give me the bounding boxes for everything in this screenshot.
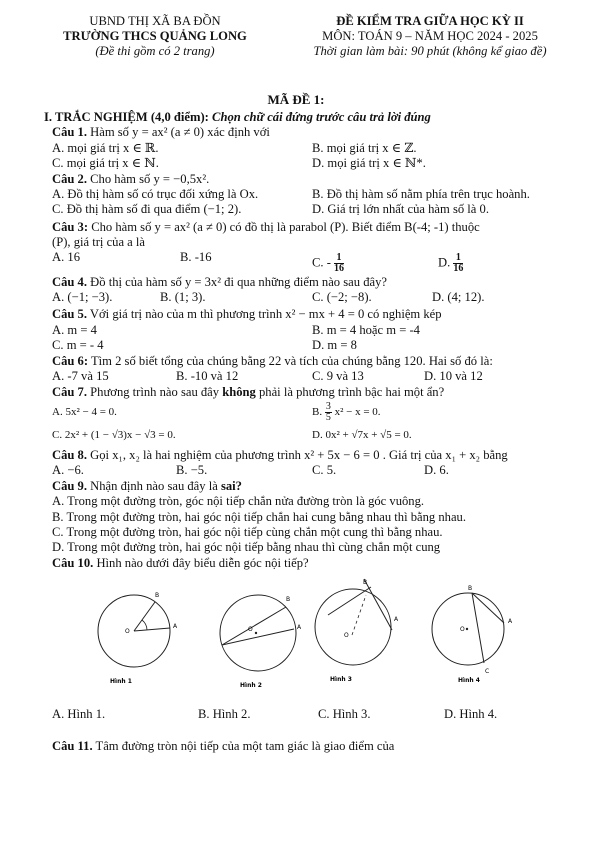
q6-option-b: B. -10 và 12 bbox=[176, 369, 239, 384]
q1-option-d: D. mọi giá trị x ∈ ℕ*. bbox=[312, 156, 426, 171]
question-2 bbox=[52, 172, 572, 187]
q1-option-c: C. mọi giá trị x ∈ ℕ. bbox=[52, 156, 159, 171]
q4-option-c: C. (−2; −8). bbox=[312, 290, 372, 305]
question-7 bbox=[52, 385, 572, 400]
q10-option-c: C. Hình 3. bbox=[318, 707, 371, 722]
q10-label: Câu 10. bbox=[52, 555, 94, 570]
q5-option-c: C. m = - 4 bbox=[52, 338, 104, 353]
section-heading bbox=[44, 110, 572, 125]
figure-3 bbox=[308, 575, 408, 689]
question-3 bbox=[52, 220, 572, 235]
fig2-caption: Hình 2 bbox=[240, 682, 262, 690]
q10-option-d: D. Hình 4. bbox=[444, 707, 498, 722]
fig2-label-o: O bbox=[248, 626, 253, 634]
q3-c-numerator: 1 bbox=[334, 253, 344, 264]
q3-label: Câu 3: bbox=[52, 219, 89, 234]
q9-label: Câu 9. bbox=[52, 478, 87, 493]
subject-line: MÔN: TOÁN 9 – NĂM HỌC 2024 - 2025 bbox=[322, 29, 538, 43]
q6-text: Tìm 2 số biết tổng của chúng bằng 22 và tích của chúng bằng 120. Hai số đó là: bbox=[90, 353, 493, 368]
q7-b-denominator: 5 bbox=[325, 412, 331, 424]
q7-text-pre: Phương trình nào sau đây bbox=[90, 384, 220, 399]
q6-option-a: A. -7 và 15 bbox=[52, 369, 109, 384]
fig1-radius-b bbox=[134, 602, 155, 631]
time-note: Thời gian làm bài: 90 phút (không kể giao đề) bbox=[313, 44, 547, 58]
q9-text-bold: sai? bbox=[220, 478, 242, 493]
q6-option-c: C. 9 và 13 bbox=[312, 369, 364, 384]
q8-option-d: D. 6. bbox=[424, 463, 449, 478]
q7-text-post: phải là phương trình bậc hai một ẩn? bbox=[259, 384, 445, 399]
fig2-label-b: B bbox=[286, 596, 291, 604]
fig4-caption: Hình 4 bbox=[458, 677, 480, 685]
exam-code: MÃ ĐỀ 1: bbox=[267, 92, 325, 107]
question-11 bbox=[52, 739, 572, 754]
q8-option-c: C. 5. bbox=[312, 463, 337, 478]
fig4-chord-bc bbox=[472, 593, 484, 663]
fig4-center-dot bbox=[466, 628, 468, 630]
fig1-label-b: B bbox=[155, 592, 160, 600]
fig3-label-a: A bbox=[394, 616, 399, 624]
q9-text-pre: Nhận định nào sau đây là bbox=[90, 478, 218, 493]
q4-label: Câu 4. bbox=[52, 274, 87, 289]
fig3-caption: Hình 3 bbox=[330, 676, 352, 684]
q11-text: Tâm đường tròn nội tiếp của một tam giác là giao điểm của bbox=[95, 738, 395, 753]
header-right bbox=[280, 14, 580, 59]
q3-c-denominator: 16 bbox=[334, 263, 345, 275]
q3-option-d bbox=[438, 241, 463, 274]
q3-d-numerator: 1 bbox=[453, 253, 463, 264]
q7-option-b-suffix: x² − x = 0. bbox=[334, 406, 381, 419]
q8-label: Câu 8. bbox=[52, 447, 87, 462]
q9-option-a: A. Trong một đường tròn, góc nội tiếp chắn nửa đường tròn là góc vuông. bbox=[52, 494, 425, 509]
question-6 bbox=[52, 354, 572, 369]
q3-option-c bbox=[312, 241, 438, 274]
fig3-dashed-line bbox=[352, 595, 366, 635]
question-4 bbox=[52, 275, 572, 290]
fig2-chord-b bbox=[222, 607, 286, 645]
q11-label: Câu 11. bbox=[52, 738, 93, 753]
q3-option-a: A. 16 bbox=[52, 249, 80, 264]
fig2-circle bbox=[220, 595, 296, 671]
q2-option-c: C. Đồ thị hàm số đi qua điểm (−1; 2). bbox=[52, 202, 242, 217]
q2-option-d: D. Giá trị lớn nhất của hàm số là 0. bbox=[312, 202, 489, 217]
q4-text: Đồ thị của hàm số y = 3x² đi qua những điểm nào sau đây? bbox=[90, 274, 387, 289]
q2-text: Cho hàm số y = −0,5x². bbox=[90, 171, 210, 186]
q2-option-b: B. Đồ thị hàm số nằm phía trên trục hoành. bbox=[312, 187, 530, 202]
q7-option-b bbox=[312, 402, 381, 423]
fig1-label-a: A bbox=[173, 623, 178, 631]
q10-option-a: A. Hình 1. bbox=[52, 707, 106, 722]
exam-body bbox=[44, 110, 572, 754]
fig4-label-b: B bbox=[468, 585, 473, 593]
q8-text: Gọi x₁, x₂ là hai nghiệm của phương trình x² + 5x − 6 = 0 . Giá trị của x₁ + x₂ bằng bbox=[90, 447, 508, 462]
q9-option-d: D. Trong một đường tròn, hai góc nội tiếp bằng nhau thì cùng chắn một cung bbox=[52, 540, 441, 555]
figure-4 bbox=[428, 581, 538, 689]
district-name: UBND THỊ XÃ BA ĐỒN bbox=[89, 14, 221, 28]
school-name: TRƯỜNG THCS QUẢNG LONG bbox=[63, 29, 247, 43]
question-1 bbox=[52, 125, 572, 140]
section-instruction: Chọn chữ cái đứng trước câu trả lời đúng bbox=[212, 110, 431, 124]
fig1-caption: Hình 1 bbox=[110, 678, 132, 686]
section-title: I. TRẮC NGHIỆM (4,0 điểm): bbox=[44, 110, 209, 124]
q2-label: Câu 2. bbox=[52, 171, 87, 186]
q5-label: Câu 5. bbox=[52, 307, 87, 322]
q7-option-b-prefix: B. bbox=[312, 406, 323, 419]
q3-option-d-prefix: D. bbox=[438, 255, 451, 270]
q7-b-numerator: 3 bbox=[325, 401, 331, 413]
q10-option-b: B. Hình 2. bbox=[198, 707, 251, 722]
question-5 bbox=[52, 307, 572, 322]
fig4-label-a: A bbox=[508, 618, 513, 626]
q10-figures bbox=[52, 575, 572, 705]
q4-option-d: D. (4; 12). bbox=[432, 290, 485, 305]
question-10 bbox=[52, 556, 572, 571]
page-count-note: (Đề thi gồm có 2 trang) bbox=[95, 44, 215, 58]
fig3-chord bbox=[328, 587, 371, 615]
fig3-label-o: O bbox=[344, 632, 349, 640]
q9-option-c: C. Trong một đường tròn, hai góc nội tiếp cùng chắn một cung thì bằng nhau. bbox=[52, 524, 443, 539]
fig4-label-o: O bbox=[460, 626, 465, 634]
q2-option-a: A. Đồ thị hàm số có trục đối xứng là Ox. bbox=[52, 187, 259, 202]
q6-option-d: D. 10 và 12 bbox=[424, 369, 483, 384]
exam-title: ĐỀ KIỂM TRA GIỮA HỌC KỲ II bbox=[336, 14, 524, 28]
q1-option-b: B. mọi giá trị x ∈ ℤ. bbox=[312, 140, 417, 155]
fig3-tangent-line bbox=[364, 579, 392, 630]
header-left bbox=[30, 14, 280, 59]
q8-option-a: A. −6. bbox=[52, 463, 84, 478]
q7-text-bold: không bbox=[222, 384, 256, 399]
q6-label: Câu 6: bbox=[52, 353, 89, 368]
fig3-label-b: B bbox=[363, 579, 368, 587]
q10-text: Hình nào dưới đây biểu diễn góc nội tiếp? bbox=[96, 555, 309, 570]
figure-1 bbox=[90, 581, 188, 691]
fig1-radius-a bbox=[134, 628, 170, 631]
q1-option-a: A. mọi giá trị x ∈ ℝ. bbox=[52, 140, 159, 155]
fig1-label-o: O bbox=[125, 628, 130, 636]
q1-text: Hàm số y = ax² (a ≠ 0) xác định với bbox=[90, 125, 270, 140]
q4-option-a: A. (−1; −3). bbox=[52, 290, 113, 305]
q3-text-2: (P), giá trị của a là bbox=[52, 235, 146, 250]
q8-option-b: B. −5. bbox=[176, 463, 208, 478]
q5-option-d: D. m = 8 bbox=[312, 338, 357, 353]
q3-text-1: Cho hàm số y = ax² (a ≠ 0) có đồ thị là parabol (P). Biết điểm B(-4; -1) thuộc bbox=[91, 219, 480, 234]
q3-d-denominator: 16 bbox=[453, 263, 464, 275]
q1-label: Câu 1. bbox=[52, 125, 87, 140]
q7-label: Câu 7. bbox=[52, 384, 87, 399]
q5-text: Với giá trị nào của m thì phương trình x² − mx + 4 = 0 có nghiệm kép bbox=[89, 307, 442, 322]
fig2-center-dot bbox=[255, 632, 257, 634]
question-9 bbox=[52, 479, 572, 494]
q7-option-d: D. 0x² + √7x + √5 = 0. bbox=[312, 429, 412, 442]
q5-option-b: B. m = 4 hoặc m = -4 bbox=[312, 322, 420, 337]
q4-option-b: B. (1; 3). bbox=[160, 290, 206, 305]
q7-option-a: A. 5x² − 4 = 0. bbox=[52, 406, 117, 419]
q5-option-a: A. m = 4 bbox=[52, 322, 97, 337]
fig2-label-a: A bbox=[297, 624, 302, 632]
q3-option-c-prefix: C. - bbox=[312, 255, 331, 270]
question-8 bbox=[52, 448, 572, 463]
fig2-chord-a bbox=[222, 629, 294, 645]
fig4-label-c: C bbox=[485, 668, 490, 676]
fig1-angle-arc bbox=[142, 620, 147, 630]
q3-option-b: B. -16 bbox=[180, 249, 212, 264]
q9-option-b: B. Trong một đường tròn, hai góc nội tiếp chắn hai cung bằng nhau thì bằng nhau. bbox=[52, 509, 466, 524]
figure-2 bbox=[210, 585, 310, 695]
fig3-circle bbox=[315, 589, 391, 665]
q7-option-c: C. 2x² + (1 − √3)x − √3 = 0. bbox=[52, 429, 176, 442]
